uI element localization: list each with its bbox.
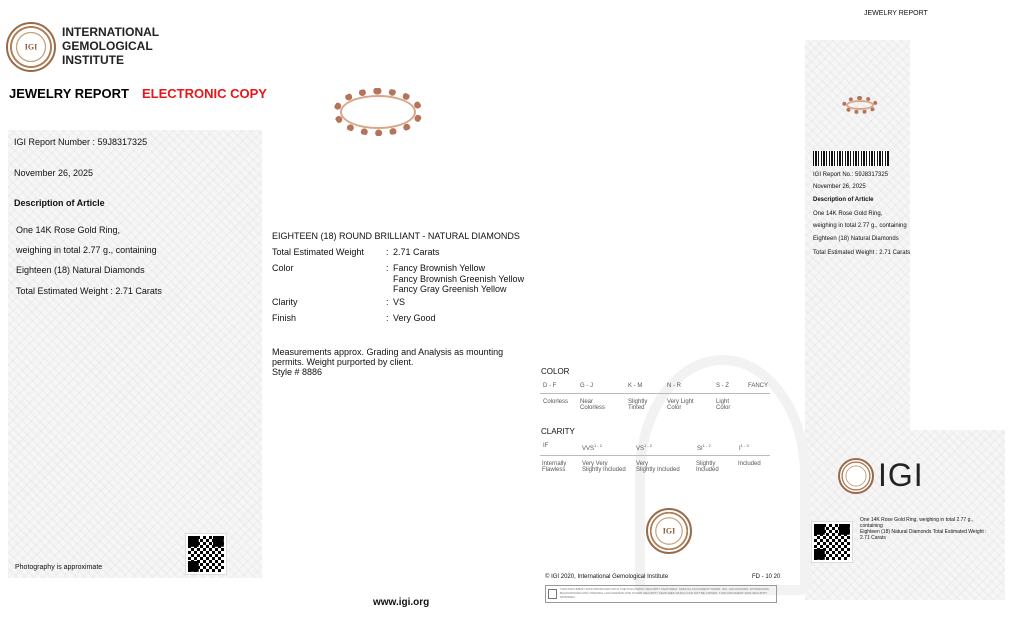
clarity-grade-i-label: I [739,446,741,452]
row-finish-value: Very Good [393,313,436,323]
color-desc-5-line-1: Light [716,399,730,405]
description-heading: Description of Article [14,198,105,208]
bottom-seal-text: IGI [662,526,676,536]
clarity-grade-if [543,443,548,449]
clarity-scale-title: CLARITY [541,427,575,436]
org-line-2: GEMOLOGICAL [62,39,153,53]
color-desc-5-line-2: Color [716,405,731,411]
clarity-grade-i-sup: 1 - 3 [740,443,749,448]
color-value-3: Fancy Gray Greenish Yellow [393,284,507,294]
website-link[interactable]: www.igi.org [373,597,430,608]
qr-code-right[interactable] [812,522,852,562]
report-title: JEWELRY REPORT [9,86,129,101]
org-name [62,25,159,67]
description-line-1: One 14K Rose Gold Ring, [16,225,121,235]
clarity-desc-3-line-1: Very [636,461,649,467]
igi-wordmark: IGI [878,457,924,493]
clarity-grade-vs-label: VS [636,446,645,452]
comments [272,347,503,377]
small-desc-2: containing [860,523,883,529]
right-desc-line-1: One 14K Rose Gold Ring, [813,211,883,217]
row-color-value [393,263,524,295]
right-small-desc [860,517,987,541]
color-grade-fancy: FANCY [748,383,769,389]
color-desc-3-line-2: Tinted [628,405,645,411]
color-desc-2-line-1: Near [580,399,594,405]
ring-photo [333,88,423,136]
qr-code-left[interactable] [186,534,226,574]
clarity-grade-i [739,443,749,452]
right-report-title: JEWELRY REPORT [864,10,928,17]
security-icon [548,589,557,599]
row-clarity-value: VS [393,297,406,307]
copyright-text: © IGI 2020, International Gemological Institute [545,574,669,580]
row-clarity-label: Clarity [272,297,298,307]
small-desc-3: Eighteen (18) Natural Diamonds Total Estimated Weight : [860,529,987,535]
row-clarity-colon: : [386,297,389,307]
color-desc-1 [543,399,568,405]
igi-seal-logo [6,22,56,72]
description-line-2: weighing in total 2.77 g., containing [16,245,157,255]
report-number: IGI Report Number : 59J8317325 [14,137,148,147]
clarity-grade-vvs-label: VVS [582,446,595,452]
seal-text: IGI [24,42,38,52]
color-grade-d-f: D - F [543,383,557,389]
clarity-grade-vs-sup: 1 - 2 [644,443,653,448]
right-desc-line-4: Total Estimated Weight : 2.71 Carats [813,250,911,256]
security-strip [545,585,777,603]
color-desc-5 [716,399,730,411]
clarity-desc-2-line-1: Very Very [582,461,608,467]
description-line-4: Total Estimated Weight : 2.71 Carats [16,286,162,296]
clarity-desc-1-line-2: Flawless [542,467,566,473]
row-weight-value: 2.71 Carats [393,247,440,257]
color-grade-n-r: N - R [667,383,681,389]
color-desc-4-line-2: Color [667,405,682,411]
grading-heading: EIGHTEEN (18) ROUND BRILLIANT - NATURAL DIAMONDS [272,231,520,241]
color-grade-s-z: S - Z [716,383,729,389]
report-date: November 26, 2025 [14,168,94,178]
comments-line-2: permits. Weight purported by client. [272,357,414,367]
right-report-number: IGI Report No.: 59J8317325 [813,172,889,178]
clarity-desc-2 [582,461,626,473]
small-desc-4: 2.71 Carats [860,535,886,541]
right-desc-heading: Description of Article [813,197,874,203]
color-desc-3 [628,399,647,411]
clarity-desc-4-line-1: Slightly [696,461,716,467]
barcode [813,151,889,166]
color-value-2: Fancy Brownish Greenish Yellow [393,273,525,284]
comments-line-1: Measurements approx. Grading and Analysis as mounting [272,347,504,357]
row-weight-colon: : [386,247,389,257]
clarity-grade-vvs [582,443,602,452]
color-grade-k-m: K - M [628,383,643,389]
ring-photo-small [842,96,878,114]
row-finish-colon: : [386,313,389,323]
right-date: November 26, 2025 [813,184,866,190]
clarity-grade-vvs-sup: 1 - 2 [594,443,603,448]
clarity-grade-si-label: SI [697,446,703,452]
row-weight-label: Total Estimated Weight [272,247,364,257]
color-desc-4-line-1: Very Light [667,399,694,405]
clarity-desc-5 [738,461,761,467]
clarity-desc-1 [542,461,566,473]
color-desc-2-line-2: Colorless [580,405,606,411]
color-desc-2 [580,399,605,411]
right-desc-line-2: weighing in total 2.77 g., containing [813,223,907,229]
igi-stub-seal [838,458,874,494]
electronic-copy-label: ELECTRONIC COPY [142,86,267,101]
clarity-scale-divider [540,455,770,456]
clarity-desc-3-line-2: Slightly Included [636,467,680,473]
row-color-label: Color [272,263,294,273]
clarity-desc-4 [696,461,719,473]
right-desc-line-3: Eighteen (18) Natural Diamonds [813,236,899,242]
photo-note: Photography is approximate [15,564,103,571]
clarity-desc-4-line-2: Included [696,467,719,473]
color-value-1: Fancy Brownish Yellow [393,263,486,273]
org-line-1: INTERNATIONAL [62,25,160,39]
clarity-desc-2-line-2: Slightly Included [582,467,626,473]
color-desc-4 [667,399,694,411]
clarity-grade-if-label: IF [543,443,549,449]
row-finish-label: Finish [272,313,297,323]
clarity-grade-si [697,443,711,452]
color-desc-3-line-1: Slightly [628,399,648,405]
bottom-seal-logo [646,508,692,554]
form-code: FD - 10 20 [752,574,781,580]
row-color-colon: : [386,263,389,273]
clarity-desc-1-line-1: Internally [542,461,567,467]
watermark-seal [635,355,810,595]
small-desc-1: One 14K Rose Gold Ring, weighing in total 2.77 g., [860,517,974,523]
org-line-3: INSTITUTE [62,53,124,67]
color-scale-title: COLOR [541,367,570,376]
color-scale-divider [540,393,770,394]
style-number: Style # 8886 [272,367,323,377]
security-note: THIS DOCUMENT WAS PRODUCED WITH THE FOLLOWING SECURITY FEATURES: SPECIAL DOCUMENT PAPER, INK, HOLOGRAMS, WATERMARK, BACKGROUND AND ORIGINAL HOLOGRAMS AND OTHER SECURITY FEATURES WHICH CAN NOT BE COPIED. THIS DOCUMENT WAS SECURITY MODIFIED. [560,587,770,599]
color-grade-g-j: G - J [580,383,593,389]
clarity-grade-si-sup: 1 - 2 [702,443,711,448]
color-desc-1-line-1: Colorless [543,399,569,405]
right-bottom-background [805,430,1005,600]
clarity-grade-vs [636,443,652,452]
description-line-3: Eighteen (18) Natural Diamonds [16,265,145,275]
clarity-desc-3 [636,461,680,473]
clarity-desc-5-line-1: Included [738,461,761,467]
